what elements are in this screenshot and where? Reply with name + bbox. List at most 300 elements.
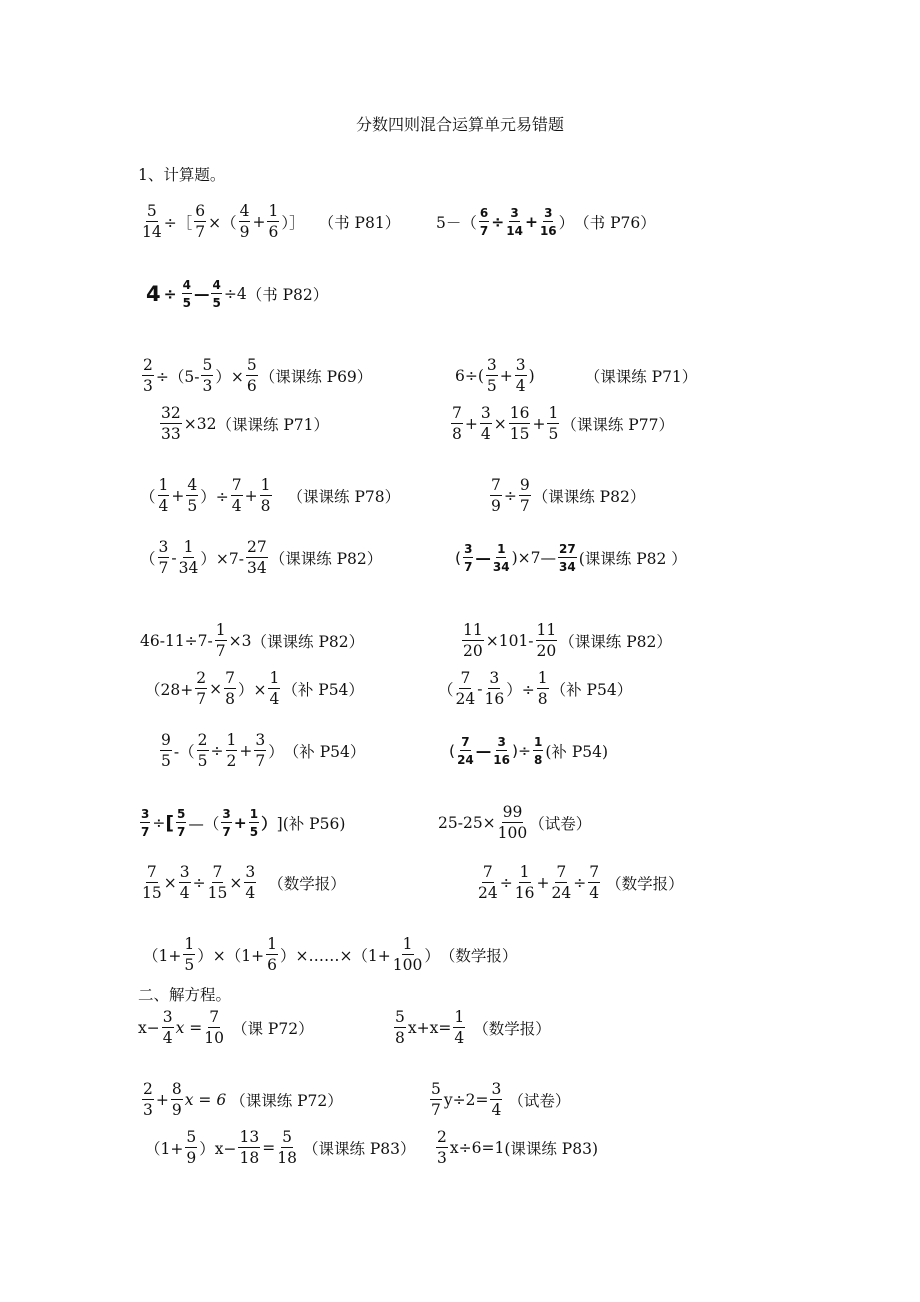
source-ref: （数学报）: [268, 875, 346, 893]
denominator: 4: [491, 1101, 502, 1119]
op: （1+: [145, 1140, 184, 1158]
numerator: 4: [239, 204, 251, 223]
source-ref: （课课练 P82）: [251, 633, 365, 651]
numerator: 1: [497, 542, 506, 556]
numerator: 4: [212, 278, 221, 292]
equation-2: [392, 1002, 551, 1054]
source-ref: （试卷）: [529, 815, 592, 833]
denominator: 7: [177, 825, 186, 839]
denominator: 8: [225, 690, 235, 708]
fraction: [533, 736, 543, 766]
fraction: [201, 355, 213, 395]
op: y÷2=: [443, 1091, 489, 1109]
fraction: [490, 1079, 502, 1119]
denominator: 7: [222, 825, 231, 839]
denominator: 33: [161, 425, 181, 443]
problem-11: [455, 532, 687, 584]
page-title: 分数四则混合运算单元易错题: [355, 115, 564, 134]
denominator: 3: [437, 1149, 447, 1167]
op: -（: [173, 743, 195, 761]
denominator: 7: [519, 497, 530, 515]
numerator: 5: [246, 358, 258, 377]
numerator: 99: [502, 805, 524, 824]
fraction: [186, 475, 198, 515]
op: +: [244, 487, 258, 505]
source-ref: （课课练 P82）: [532, 488, 646, 506]
source-ref: ](补 P56): [276, 815, 346, 833]
fraction: [231, 475, 243, 515]
op: +: [239, 742, 253, 760]
equation-6: [434, 1122, 598, 1174]
source-ref: （课课练 P72）: [230, 1092, 343, 1110]
op: +: [233, 814, 247, 832]
op: +: [532, 415, 546, 433]
op: +: [171, 487, 185, 505]
numerator: 3: [244, 865, 256, 884]
denominator: 14: [142, 223, 162, 241]
numerator: 1: [534, 735, 543, 749]
denominator: 9: [186, 1149, 197, 1167]
fraction: [178, 537, 199, 577]
op: ÷: [163, 285, 177, 303]
numerator: 4: [186, 478, 198, 497]
denominator: 6: [267, 956, 277, 974]
op: —: [475, 549, 491, 567]
op: ): [528, 367, 535, 385]
denominator: 9: [239, 223, 250, 241]
op: ×: [209, 680, 223, 698]
numerator: 3: [158, 540, 170, 559]
op: ÷4: [223, 285, 247, 303]
op: ）: [558, 214, 575, 232]
denominator: 5: [187, 497, 198, 515]
numerator: 3: [544, 206, 553, 220]
op: ×（: [208, 214, 237, 232]
op: （28+: [145, 681, 194, 699]
denominator: 24: [457, 753, 474, 767]
op: ×: [493, 415, 507, 433]
numerator: 2: [142, 1082, 154, 1101]
fraction: [430, 1079, 442, 1119]
numerator: 1: [260, 478, 272, 497]
op: ÷: [152, 814, 166, 832]
op: 25-25×: [438, 814, 496, 832]
numerator: 2: [142, 358, 154, 377]
op: ）: [261, 815, 277, 833]
denominator: 9: [171, 1101, 182, 1119]
fraction: [493, 736, 510, 766]
fraction: [268, 668, 280, 708]
denominator: 16: [514, 884, 535, 902]
source-ref: （课课练 P77）: [561, 416, 674, 434]
op: )÷: [511, 742, 532, 760]
numerator: 1: [519, 865, 531, 884]
denominator: 5: [184, 956, 195, 974]
numerator: 1: [402, 937, 414, 956]
denominator: 5: [197, 752, 208, 770]
denominator: 16: [539, 224, 557, 238]
source-ref: （课课练 P83）: [302, 1140, 416, 1158]
numerator: 3: [480, 406, 492, 425]
denominator: 8: [534, 753, 543, 767]
denominator: 4: [231, 497, 242, 515]
denominator: 6: [268, 223, 279, 241]
denominator: 3: [202, 377, 213, 395]
source-ref: （课课练 P71）: [584, 368, 698, 386]
denominator: 15: [142, 884, 162, 902]
fraction: [484, 668, 505, 708]
problem-15: [438, 663, 632, 715]
op: ）: [424, 947, 440, 965]
denominator: 24: [551, 884, 572, 902]
numerator: 7: [146, 865, 158, 884]
op: ）×7-: [200, 550, 244, 568]
denominator: 4: [269, 690, 280, 708]
fraction: [171, 1079, 183, 1119]
denominator: 18: [239, 1149, 260, 1167]
op: )×7—: [511, 549, 557, 567]
numerator: 3: [488, 671, 500, 690]
numerator: 7: [482, 865, 494, 884]
source-ref: (课课练 P82 ）: [578, 550, 687, 568]
numerator: 5: [394, 1010, 406, 1029]
denominator: 3: [143, 377, 153, 395]
numerator: 27: [246, 540, 268, 559]
denominator: 7: [255, 752, 266, 770]
op: (: [449, 742, 456, 760]
numerator: 5: [146, 204, 158, 223]
source-ref: （补 P54）: [283, 743, 366, 761]
numerator: 32: [160, 406, 182, 425]
fraction: [394, 1007, 406, 1047]
fraction: [142, 1079, 154, 1119]
source-ref: （课 P72）: [232, 1020, 314, 1038]
numerator: 1: [226, 733, 238, 752]
denominator: 20: [463, 642, 483, 660]
numerator: 7: [224, 671, 236, 690]
op: ÷: [499, 874, 513, 892]
problem-8: [140, 470, 400, 522]
op: ÷: [210, 742, 224, 760]
denominator: 4: [179, 884, 190, 902]
section-heading-calc: 1、计算题。: [138, 166, 226, 184]
op: ×3: [228, 632, 252, 650]
numerator: 16: [509, 406, 531, 425]
source-ref: （补 P54）: [550, 681, 633, 699]
denominator: 4: [454, 1029, 465, 1047]
denominator: 5: [548, 425, 559, 443]
numerator: 3: [510, 206, 519, 220]
source-ref: （课课练 P71）: [216, 416, 330, 434]
fraction: [221, 808, 231, 838]
op: +: [155, 1091, 169, 1109]
numerator: 4: [182, 278, 191, 292]
numerator: 1: [215, 623, 227, 642]
op: +: [464, 415, 478, 433]
fraction: [160, 403, 182, 443]
denominator: 18: [277, 1149, 297, 1167]
numerator: 5: [430, 1082, 442, 1101]
fraction: [160, 730, 172, 770]
problem-7: [449, 398, 674, 450]
denominator: 15: [509, 425, 530, 443]
numerator: 9: [160, 733, 172, 752]
numerator: 1: [266, 937, 278, 956]
op: ÷: [192, 874, 206, 892]
problem-1: [140, 196, 400, 248]
op: x =: [175, 1019, 203, 1037]
op: ×: [163, 874, 177, 892]
denominator: 8: [260, 497, 271, 515]
problem-14: [145, 663, 364, 715]
op: （1+: [143, 947, 182, 965]
denominator: 9: [491, 497, 501, 515]
numerator: 7: [231, 478, 243, 497]
fraction: [540, 207, 557, 237]
denominator: 8: [395, 1029, 405, 1047]
op: 6÷(: [455, 367, 484, 385]
fraction: [215, 620, 227, 660]
denominator: 7: [196, 690, 207, 708]
op: ）×: [215, 368, 244, 386]
equation-3: [140, 1074, 343, 1126]
op: [: [165, 812, 175, 834]
denominator: 24: [455, 690, 476, 708]
fraction: [480, 403, 492, 443]
op: ）×……×（1+: [279, 947, 391, 965]
op: ÷（5-: [155, 368, 200, 386]
fraction: [194, 201, 206, 241]
op: +: [524, 213, 538, 231]
op: 5－（: [436, 214, 477, 232]
denominator: 15: [207, 884, 228, 902]
fraction: [211, 279, 221, 309]
fraction: [455, 668, 476, 708]
fraction: [142, 862, 162, 902]
denominator: 6: [246, 377, 257, 395]
fraction: [266, 934, 278, 974]
source-ref: （数学报）: [606, 875, 684, 893]
op: x÷6=1: [449, 1139, 505, 1157]
op: -: [171, 549, 177, 567]
denominator: 8: [452, 425, 462, 443]
fraction: [185, 1127, 197, 1167]
op: ÷: [491, 213, 505, 231]
numerator: 3: [179, 865, 191, 884]
denominator: 3: [143, 1101, 153, 1119]
fraction: [140, 808, 150, 838]
fraction: [551, 862, 572, 902]
problem-22: [143, 929, 517, 981]
problem-6: [158, 398, 329, 450]
fraction: [158, 475, 170, 515]
op: ×: [229, 874, 243, 892]
numerator: 11: [462, 623, 484, 642]
denominator: 5: [161, 752, 171, 770]
source-ref: (补 P54): [545, 743, 609, 761]
problem-5: [455, 350, 697, 402]
fraction: [182, 279, 192, 309]
source-ref: (课课练 P83): [504, 1140, 599, 1158]
denominator: 7: [215, 642, 226, 660]
fraction: [436, 1127, 448, 1167]
numerator: 7: [208, 1010, 220, 1029]
fraction: [142, 201, 162, 241]
numerator: 8: [171, 1082, 183, 1101]
fraction: [463, 543, 473, 573]
fraction: [479, 207, 489, 237]
numerator: 3: [515, 358, 527, 377]
numerator: 7: [588, 865, 600, 884]
problem-20: [140, 857, 346, 909]
denominator: 5: [249, 825, 259, 839]
equation-4: [428, 1074, 570, 1126]
numerator: 3: [162, 1010, 174, 1029]
denominator: 16: [484, 690, 505, 708]
problem-4: [140, 350, 372, 402]
numerator: 5: [201, 358, 213, 377]
numerator: 9: [519, 478, 531, 497]
fraction: [493, 543, 510, 573]
denominator: 5: [182, 296, 191, 310]
fraction: [239, 201, 251, 241]
op: ）÷: [506, 681, 535, 699]
source-ref: （书 P76）: [574, 214, 656, 232]
numerator: 7: [490, 478, 502, 497]
numerator: 1: [183, 540, 195, 559]
fraction: [249, 808, 259, 838]
op: （: [438, 681, 454, 699]
op: +: [499, 367, 513, 385]
fraction: [451, 403, 463, 443]
op: x = 6: [184, 1091, 227, 1109]
source-ref: （补 P54）: [282, 681, 364, 699]
op: -: [477, 680, 483, 698]
op: —: [475, 742, 492, 760]
op: —（: [188, 815, 220, 833]
fraction: [392, 934, 423, 974]
fraction: [453, 1007, 465, 1047]
numerator: 27: [559, 542, 576, 556]
numerator: 5: [185, 1130, 197, 1149]
fraction: [457, 736, 474, 766]
op: +: [536, 874, 550, 892]
op: ）×（1+: [197, 947, 265, 965]
op: (: [455, 549, 462, 567]
equation-5: [145, 1122, 416, 1174]
numerator: 3: [490, 1082, 502, 1101]
denominator: 14: [506, 224, 523, 238]
problem-9: [488, 470, 645, 522]
problem-18: [138, 797, 345, 849]
denominator: 20: [536, 642, 557, 660]
op: +: [252, 213, 266, 231]
numerator: 3: [464, 542, 473, 556]
numerator: 11: [536, 623, 558, 642]
problem-17: [449, 725, 608, 777]
op: ）］: [281, 214, 305, 232]
denominator: 34: [246, 559, 267, 577]
numerator: 1: [249, 807, 259, 821]
denominator: 34: [178, 559, 199, 577]
denominator: 16: [493, 753, 510, 767]
denominator: 7: [479, 224, 489, 238]
denominator: 34: [492, 560, 510, 574]
numerator: 7: [459, 671, 471, 690]
op: ×101-: [485, 632, 534, 650]
fraction: [486, 355, 498, 395]
source-ref: （课课练 P78）: [287, 488, 401, 506]
op: ÷: [503, 487, 517, 505]
denominator: 100: [392, 956, 423, 974]
op: ）×: [237, 681, 267, 699]
numerator: 6: [194, 204, 206, 223]
problem-10: [140, 532, 382, 584]
fraction: [254, 730, 266, 770]
section-heading-equations: 二、解方程。: [138, 986, 232, 1004]
fraction: [588, 862, 600, 902]
fraction: [224, 668, 236, 708]
fraction: [514, 862, 535, 902]
fraction: [558, 543, 577, 573]
numerator: 2: [197, 733, 209, 752]
fraction: [519, 475, 531, 515]
denominator: 10: [204, 1029, 224, 1047]
problem-13: [460, 615, 672, 667]
denominator: 4: [162, 1029, 173, 1047]
denominator: 7: [141, 825, 150, 839]
fraction: [197, 730, 209, 770]
fraction: [490, 475, 502, 515]
op: ）x−: [199, 1140, 237, 1158]
numerator: 3: [254, 733, 266, 752]
source-ref: （试卷）: [508, 1092, 571, 1110]
problem-19: [438, 797, 591, 849]
fraction: [536, 620, 558, 660]
source-ref: （书 P82）: [246, 286, 329, 304]
source-ref: （课课练 P69）: [259, 368, 373, 386]
fraction: [547, 403, 559, 443]
fraction: [204, 1007, 224, 1047]
denominator: 24: [478, 884, 498, 902]
fraction: [244, 862, 256, 902]
numerator: 3: [486, 358, 498, 377]
fraction: [497, 802, 528, 842]
numerator: 3: [497, 735, 506, 749]
op: （: [140, 550, 156, 568]
denominator: 5: [212, 296, 221, 310]
fraction: [176, 808, 186, 838]
fraction: [506, 207, 523, 237]
problem-12: [140, 615, 364, 667]
fraction: [162, 1007, 174, 1047]
denominator: 2: [226, 752, 237, 770]
problem-2: [436, 196, 656, 248]
denominator: 4: [158, 497, 169, 515]
source-ref: （书 P81）: [318, 214, 401, 232]
numerator: 2: [436, 1130, 448, 1149]
problem-21: [476, 857, 684, 909]
denominator: 8: [537, 690, 548, 708]
denominator: 4: [245, 884, 256, 902]
fraction: [142, 355, 154, 395]
source-ref: （数学报）: [439, 947, 518, 965]
fraction: [226, 730, 238, 770]
op: 4: [146, 282, 161, 306]
numerator: 5: [281, 1130, 293, 1149]
fraction: [179, 862, 191, 902]
source-ref: （课课练 P82）: [559, 633, 672, 651]
